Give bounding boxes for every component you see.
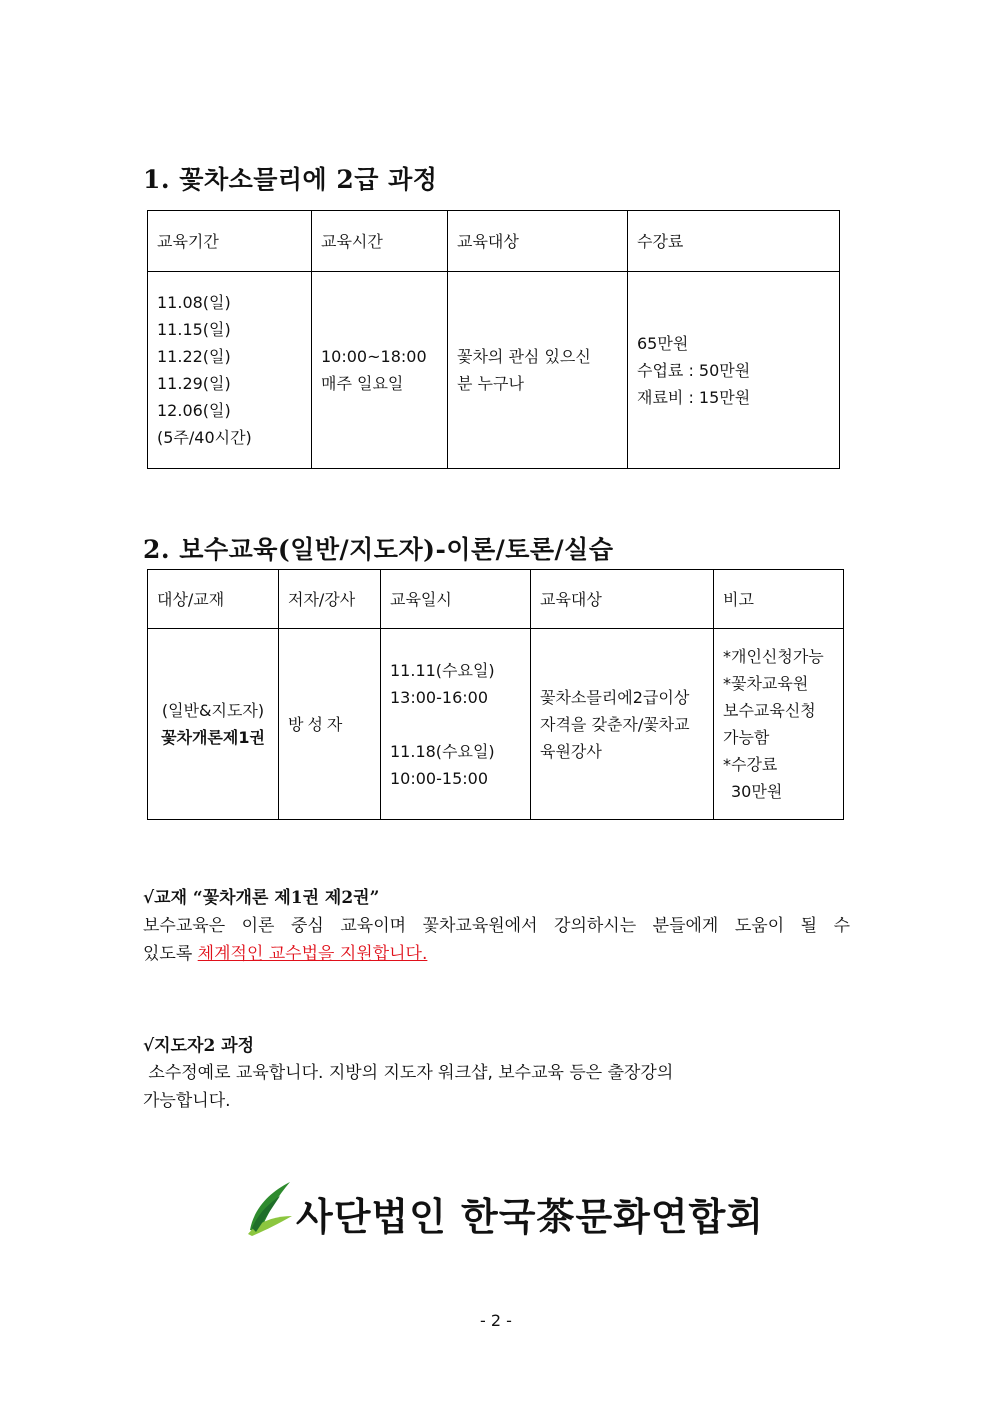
header-schedule: 교육일시: [381, 570, 531, 629]
table-header-row: [148, 570, 844, 629]
target-line: 육원강사: [540, 741, 602, 761]
schedule-date: 11.11(수요일): [390, 660, 495, 680]
section2-heading: 2. 보수교육(일반/지도자)-이론/토론/실습: [143, 535, 614, 564]
target-cell: [531, 629, 714, 820]
target-cell: [448, 272, 628, 469]
time-cell: [312, 272, 448, 469]
fee-total: 65만원: [637, 333, 689, 353]
notes-cell: [714, 629, 844, 820]
note-line: 가능함: [723, 728, 770, 747]
section1-heading: 1. 꽃차소믈리에 2급 과정: [143, 165, 438, 194]
author-cell: 방성자: [279, 629, 381, 820]
period-cell: [148, 272, 312, 469]
period-date: 12.06(일): [157, 401, 231, 420]
logo-text: 사단법인 한국茶문화연합회: [296, 1195, 765, 1239]
page-number: - 2 -: [480, 1311, 512, 1330]
spacer: [390, 711, 521, 738]
note-line: 가능합니다.: [143, 1091, 231, 1111]
note-line: 보수교육은 이론 중심 교육이며 꽃차교육원에서 강의하시는 분들에게 도움이 될 수: [143, 916, 850, 936]
note-line: 보수교육신청: [723, 701, 816, 720]
instructor-note-body: [143, 1059, 850, 1115]
period-date: 11.15(일): [157, 320, 231, 339]
time-range: 10:00~18:00: [321, 347, 427, 366]
time-day: 매주 일요일: [321, 374, 404, 393]
refresher-table: [147, 569, 844, 820]
textbook-note-title: √교재 “꽃차개론 제1권 제2권”: [143, 888, 380, 908]
header-subject: 대상/교재: [148, 570, 279, 629]
period-total: (5주/40시간): [157, 428, 252, 447]
schedule-cell: [381, 629, 531, 820]
textbook-note-body: [143, 912, 850, 968]
schedule-time: 13:00-16:00: [390, 687, 488, 707]
target-line: 분 누구나: [457, 374, 524, 393]
note-line: 30만원: [731, 782, 783, 801]
target-line: 자격을 갖춘자/꽃차교: [540, 714, 690, 734]
association-logo: [244, 1178, 764, 1240]
header-time: 교육시간: [312, 211, 448, 272]
period-date: 11.08(일): [157, 293, 231, 312]
target-line: 꽃차소믈리에2급이상: [540, 687, 690, 707]
header-notes: 비고: [714, 570, 844, 629]
note-line: [143, 940, 850, 968]
schedule-date: 11.18(수요일): [390, 741, 495, 761]
note-line: *꽃차교육원: [723, 674, 809, 693]
table-row: [148, 272, 840, 469]
period-date: 11.29(일): [157, 374, 231, 393]
note-line: 소수정예로 교육합니다. 지방의 지도자 워크샵, 보수교육 등은 출장강의: [143, 1063, 674, 1083]
subject-audience: (일반&지도자): [161, 701, 265, 720]
fee-cell: [628, 272, 840, 469]
subject-cell: [148, 629, 279, 820]
subject-textbook: 꽃차개론제1권: [161, 728, 265, 747]
fee-materials: 재료비 : 15만원: [637, 387, 751, 407]
fee-tuition: 수업료 : 50만원: [637, 360, 751, 380]
table-row: [148, 629, 844, 820]
leaf-icon: [244, 1178, 296, 1240]
schedule-time: 10:00-15:00: [390, 768, 488, 788]
header-author: 저자/강사: [279, 570, 381, 629]
note-text: 있도록: [143, 944, 198, 964]
period-date: 11.22(일): [157, 347, 231, 366]
header-fee: 수강료: [628, 211, 840, 272]
instructor-note-title: √지도자2 과정: [143, 1036, 255, 1056]
note-line: *수강료: [723, 755, 778, 774]
header-target: 교육대상: [448, 211, 628, 272]
course-table: [147, 210, 840, 469]
note-line: *개인신청가능: [723, 647, 824, 666]
target-line: 꽃차의 관심 있으신: [457, 347, 591, 366]
table-header-row: [148, 211, 840, 272]
highlighted-text: 체계적인 교수법을 지원합니다.: [197, 944, 428, 964]
header-period: 교육기간: [148, 211, 312, 272]
header-target: 교육대상: [531, 570, 714, 629]
